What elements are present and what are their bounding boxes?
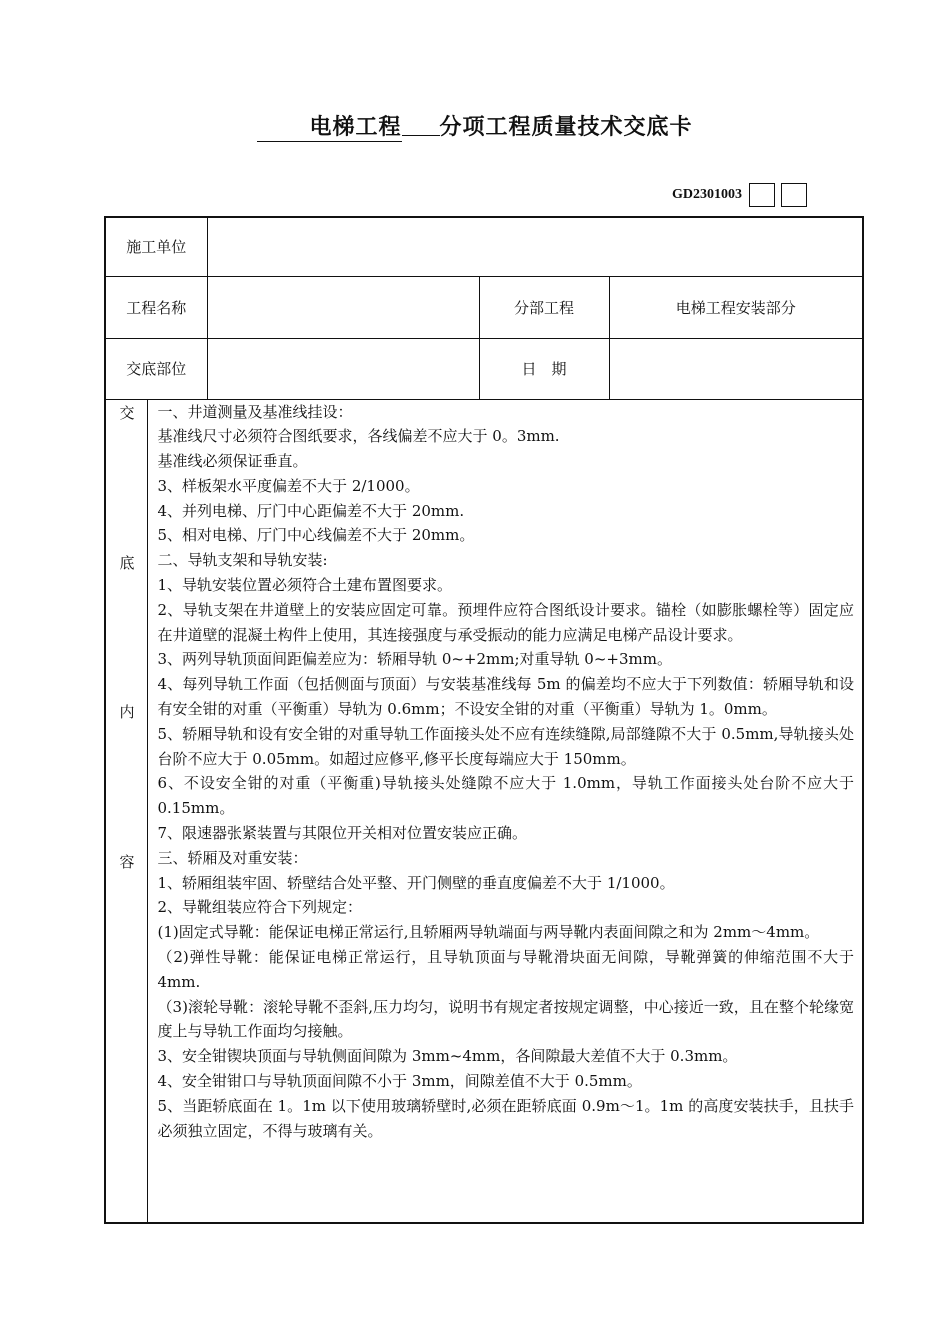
content-line: 3、安全钳锲块顶面与导轨侧面间隙为 3mm~4mm，各间隙最大差值不大于 0.3mm。 — [157, 1047, 738, 1066]
content-line: 4、并列电梯、厅门中心距偏差不大于 20mm. — [157, 501, 465, 520]
project-name-value[interactable] — [207, 276, 479, 338]
division-value[interactable]: 电梯工程安装部分 — [609, 276, 863, 338]
content-label-char: 内 — [119, 702, 135, 721]
content-line: 2、导靴组装应符合下列规定： — [157, 898, 363, 917]
content-line: 基准线必须保证垂直。 — [157, 452, 308, 471]
content-vertical-label — [105, 399, 147, 1223]
date-label: 日 期 — [479, 338, 609, 399]
content-line: 5、相对电梯、厅门中心线偏差不大于 20mm。 — [157, 526, 475, 545]
construction-unit-label: 施工单位 — [105, 217, 207, 276]
code-box-1[interactable] — [749, 183, 775, 207]
content-lines — [158, 400, 855, 1144]
title-main: 分项工程质量技术交底卡 — [439, 115, 693, 140]
row-content — [105, 399, 863, 1223]
content-line: 3、两列导轨顶面间距偏差应为：轿厢导轨 0~+2mm;对重导轨 0~+3mm。 — [157, 650, 672, 669]
division-label: 分部工程 — [479, 276, 609, 338]
content-line: 4、每列导轨工作面（包括侧面与顶面）与安装基准线每 5m 的偏差均不应大于下列数值：轿厢导轨和设有安全钳的对重（平衡重）导轨为 0.6mm；不设安全钳的对重（平衡重）导轨为 1。0mm。 — [157, 675, 855, 719]
content-line: 7、限速器张紧装置与其限位开关相对位置安装应正确。 — [157, 824, 528, 843]
form-code: GD2301003 — [672, 187, 742, 202]
content-label-char: 交 — [119, 403, 135, 422]
row-project-name — [105, 276, 863, 338]
content-line: 1、导轨安装位置必须符合土建布置图要求。 — [157, 576, 453, 595]
content-line: 5、轿厢导轨和设有安全钳的对重导轨工作面接头处不应有连续缝隙,局部缝隙不大于 0.5mm,导轨接头处台阶不应大于 0.05mm。如超过应修平,修平长度每端应大于 150mm。 — [157, 724, 855, 768]
location-value[interactable] — [207, 338, 479, 399]
content-line: 一、井道测量及基准线挂设： — [157, 402, 353, 421]
content-line: 4、安全钳钳口与导轨顶面间隙不小于 3mm，间隙差值不大于 0.5mm。 — [157, 1072, 642, 1091]
content-line: 2、导轨支架在井道壁上的安装应固定可靠。预埋件应符合图纸设计要求。锚栓（如膨胀螺栓等）固定应在井道壁的混凝土构件上使用，其连接强度与承受振动的能力应满足电梯产品设计要求。 — [157, 600, 855, 644]
disclosure-table — [104, 216, 864, 1224]
title-blank-underline — [402, 113, 440, 136]
content-line: （3)滚轮导靴：滚轮导靴不歪斜,压力均匀，说明书有规定者按规定调整，中心接近一致，且在整个轮缘宽度上与导轨工作面均匀接触。 — [157, 997, 855, 1041]
code-box-2[interactable] — [781, 183, 807, 207]
content-line: 1、轿厢组装牢固、轿壁结合处平整、开门侧壁的垂直度偏差不大于 1/1000。 — [157, 873, 675, 892]
content-label-char: 容 — [119, 852, 135, 871]
document-title — [0, 110, 950, 142]
content-line: 二、导轨支架和导轨安装: — [157, 551, 328, 570]
content-line: 5、当距轿底面在 1。1m 以下使用玻璃轿壁时,必须在距轿底面 0.9m～1。1m 的高度安装扶手，且扶手必须独立固定，不得与玻璃有关。 — [157, 1096, 855, 1140]
row-location — [105, 338, 863, 399]
row-construction-unit — [105, 217, 863, 276]
content-line: 6、不设安全钳的对重（平衡重)导轨接头处缝隙不应大于 1.0mm，导轨工作面接头处台阶不应大于 0.15mm。 — [157, 774, 855, 818]
project-name-label: 工程名称 — [105, 276, 207, 338]
content-line: (1)固定式导靴：能保证电梯正常运行,且轿厢两导轨端面与两导靴内表面间隙之和为 2mm～4mm。 — [157, 923, 820, 942]
content-body — [147, 399, 863, 1223]
content-line: 基准线尺寸必须符合图纸要求，各线偏差不应大于 0。3mm. — [157, 427, 560, 446]
form-code-row — [672, 182, 813, 208]
title-underlined-prefix: 电梯工程 — [257, 110, 401, 142]
construction-unit-value[interactable] — [207, 217, 863, 276]
location-label: 交底部位 — [105, 338, 207, 399]
date-value[interactable] — [609, 338, 863, 399]
content-label-char: 底 — [119, 553, 135, 572]
content-line: （2)弹性导靴：能保证电梯正常运行，且导轨顶面与导靴滑块面无间隙，导靴弹簧的伸缩范围不大于 4mm. — [157, 948, 855, 991]
content-line: 三、轿厢及对重安装： — [157, 848, 308, 867]
content-line: 3、样板架水平度偏差不大于 2/1000。 — [157, 476, 420, 495]
